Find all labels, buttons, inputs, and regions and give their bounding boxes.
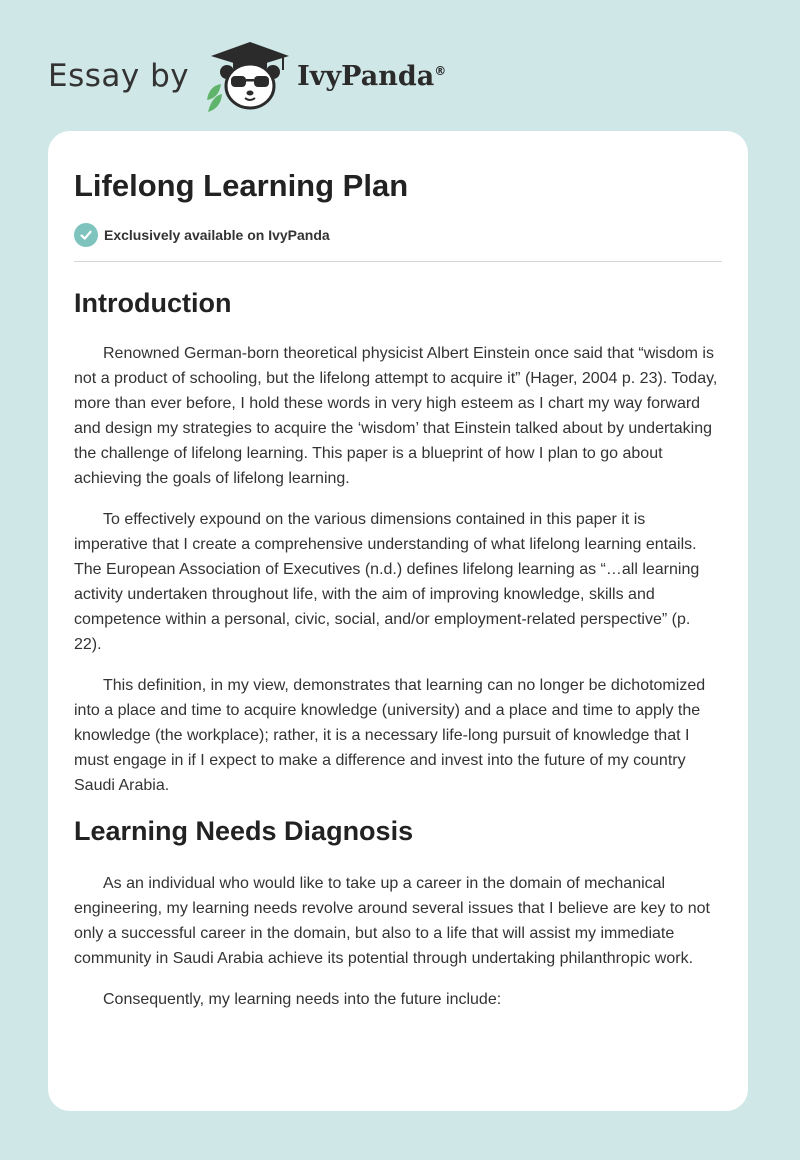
section-heading-introduction: Introduction	[74, 288, 232, 318]
panda-graduate-icon	[203, 38, 293, 114]
brand-name: IvyPanda®	[297, 60, 447, 92]
badge-label: Exclusively available on IvyPanda	[104, 227, 330, 243]
paragraph: As an individual who would like to take up a career in the domain of mechanical engineering, my learning needs revolve around several issues that I believe are key to not only a successful career in the domain, but also to a life that will assist my immediate community in Saudi Arabia achieve its potential through undertaking philanthropic work.	[74, 875, 710, 967]
brand-header	[48, 36, 446, 116]
paragraph: Renowned German-born theoretical physicist Albert Einstein once said that “wisdom is not a product of schooling, but the lifelong attempt to acquire it” (Hager, 2004 p. 23). Today, more than ever before, I hold these words in very high esteem as I chart my way forward and design my strategies to acquire the ‘wisdom’ that Einstein talked about by undertaking the challenge of lifelong learning. This paper is a blueprint of how I plan to go about achieving the goals of lifelong learning.	[74, 345, 718, 487]
check-icon	[74, 223, 98, 247]
exclusive-badge	[74, 223, 722, 247]
divider	[74, 261, 722, 262]
section-heading-learning-needs: Learning Needs Diagnosis	[74, 816, 414, 846]
paragraph: This definition, in my view, demonstrates that learning can no longer be dichotomized into a place and time to acquire knowledge (university) and a place and time to apply the knowledge (the workplace); rather, it is a necessary life-long pursuit of knowledge that I must engage in if I expect to make a difference and invest into the future of my country Saudi Arabia.	[74, 677, 706, 794]
page-title: Lifelong Learning Plan	[74, 168, 409, 203]
brand-prefix: Essay by	[48, 58, 190, 94]
essay-card	[48, 131, 748, 1111]
paragraph: To effectively expound on the various dimensions contained in this paper it is imperative that I create a comprehensive understanding of what lifelong learning entails. The European Association of Executives (n.d.) defines lifelong learning as “…all learning activity undertaken throughout life, with the aim of improving knowledge, skills and competence within a personal, civic, social, and/or employment-related perspective” (p. 22).	[74, 511, 700, 653]
paragraph: Consequently, my learning needs into the future include:	[103, 991, 502, 1008]
